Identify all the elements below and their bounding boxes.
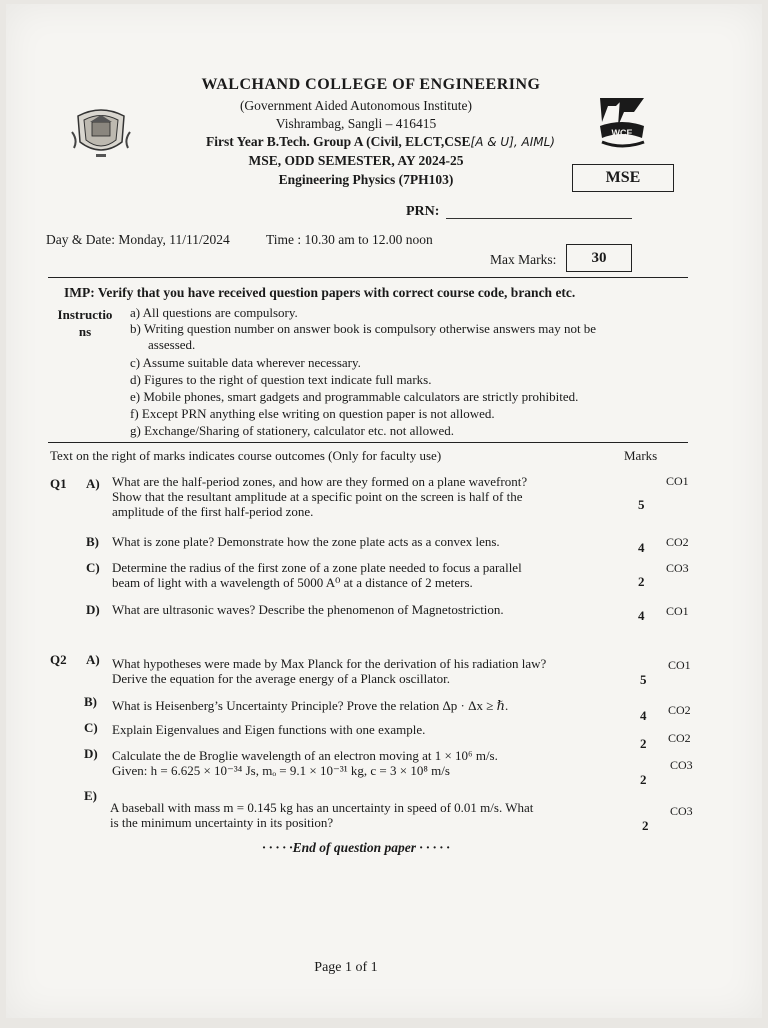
header-divider <box>48 277 688 278</box>
question-line: beam of light with a wavelength of 5000 A⁰ at a distance of 2 meters. <box>112 575 473 590</box>
instructions-label <box>54 306 116 340</box>
course-outcome-note: Text on the right of marks indicates course outcomes (Only for faculty use) <box>50 448 442 463</box>
marks-value: 4 <box>638 608 645 623</box>
course-outcome: CO1 <box>666 474 689 488</box>
instructions-label-line2: ns <box>78 324 92 339</box>
max-marks-box: 30 <box>566 244 632 272</box>
question-line: Show that the resultant amplitude at a specific point on the screen is half of the <box>112 489 523 504</box>
part-label: D) <box>86 602 100 617</box>
question-number: Q2 <box>50 652 67 667</box>
question-line: A baseball with mass m = 0.145 kg has an uncertainty in speed of 0.01 m/s. What <box>110 800 534 815</box>
question-text <box>110 800 533 830</box>
marks-value: 4 <box>638 540 645 555</box>
question-text <box>112 748 498 778</box>
part-label: A) <box>86 652 100 667</box>
wce-logo-icon <box>594 92 650 162</box>
instruction-item: c) Assume suitable data wherever necessary. <box>130 355 361 370</box>
question-line: is the minimum uncertainty in its position? <box>110 815 334 830</box>
program-line <box>206 134 555 150</box>
question-number: Q1 <box>50 476 67 491</box>
marks-value: 2 <box>642 818 649 833</box>
question-text <box>112 656 546 686</box>
important-note: IMP: Verify that you have received question papers with correct course code, branch etc. <box>64 285 576 300</box>
instruction-item: f) Except PRN anything else writing on question paper is not allowed. <box>130 406 495 421</box>
question-text <box>112 560 522 590</box>
college-name: WALCHAND COLLEGE OF ENGINEERING <box>201 76 541 93</box>
question-line: amplitude of the first half-period zone. <box>112 504 314 519</box>
question-line: What is zone plate? Demonstrate how the zone plate acts as a convex lens. <box>112 534 500 549</box>
question-line: Determine the radius of the first zone of a zone plate needed to focus a parallel <box>112 560 522 575</box>
handwritten-annotation: [A & U], AIML) <box>470 135 555 149</box>
exam-title: MSE, ODD SEMESTER, AY 2024-25 <box>248 153 464 168</box>
marks-value: 5 <box>640 672 647 687</box>
table-divider <box>48 442 688 443</box>
question-line: What is Heisenberg’s Uncertainty Principle? Prove the relation Δp · Δx ≥ ℏ. <box>112 698 509 713</box>
question-paper <box>6 4 762 1018</box>
page-number: Page 1 of 1 <box>314 960 378 975</box>
marks-value: 2 <box>640 772 647 787</box>
course-outcome: CO3 <box>670 758 693 772</box>
institute-type: (Government Aided Autonomous Institute) <box>239 98 473 113</box>
course-outcome: CO1 <box>668 658 691 672</box>
program-text: First Year B.Tech. Group A (Civil, ELCT,CSE <box>206 134 471 149</box>
question-line: What hypotheses were made by Max Planck for the derivation of his radiation law? <box>112 656 547 671</box>
marks-value: 2 <box>640 736 647 751</box>
prn-label: PRN: <box>406 204 440 219</box>
instruction-item: e) Mobile phones, smart gadgets and programmable calculators are strictly prohibited. <box>130 389 579 404</box>
course-outcome: CO3 <box>666 561 689 575</box>
part-label: C) <box>86 560 100 575</box>
part-label: B) <box>84 694 97 709</box>
prn-blank-line <box>446 218 632 219</box>
part-label: E) <box>84 788 97 803</box>
instructions-label-line1: Instructio <box>57 307 113 322</box>
question-line: Derive the equation for the average energy of a Planck oscillator. <box>112 671 450 686</box>
instruction-item: g) Exchange/Sharing of stationery, calculator etc. not allowed. <box>130 423 455 438</box>
course-outcome: CO1 <box>666 604 689 618</box>
part-label: C) <box>84 720 98 735</box>
question-text <box>112 474 527 519</box>
end-of-paper: · · · · ·End of question paper · · · · · <box>262 840 450 855</box>
day-date: Day & Date: Monday, 11/11/2024 <box>46 232 230 247</box>
question-line: Given: h = 6.625 × 10⁻³⁴ Js, mₒ = 9.1 × 10⁻³¹ kg, c = 3 × 10⁸ m/s <box>112 763 450 778</box>
part-label: A) <box>86 476 100 491</box>
marks-value: 2 <box>638 574 645 589</box>
course-outcome: CO2 <box>666 535 689 549</box>
max-marks-label: Max Marks: <box>490 252 557 267</box>
marks-header: Marks <box>624 448 658 463</box>
instruction-item: assessed. <box>148 337 196 352</box>
exam-time: Time : 10.30 am to 12.00 noon <box>266 232 433 247</box>
course-outcome: CO3 <box>670 804 693 818</box>
question-line: What are the half-period zones, and how are they formed on a plane wavefront? <box>112 474 528 489</box>
instruction-item: a) All questions are compulsory. <box>130 305 298 320</box>
instruction-item: b) Writing question number on answer book is compulsory otherwise answers may not be <box>130 321 597 336</box>
course-title: Engineering Physics (7PH103) <box>278 172 454 187</box>
instruction-item: d) Figures to the right of question text indicate full marks. <box>130 372 432 387</box>
marks-value: 5 <box>638 497 645 512</box>
marks-value: 4 <box>640 708 647 723</box>
question-line: Explain Eigenvalues and Eigen functions with one example. <box>112 722 426 737</box>
college-address: Vishrambag, Sangli – 416415 <box>275 116 437 131</box>
course-outcome: CO2 <box>668 731 691 745</box>
exam-type-box: MSE <box>572 164 674 192</box>
part-label: D) <box>84 746 98 761</box>
question-line: Calculate the de Broglie wavelength of an electron moving at 1 × 10⁶ m/s. <box>112 748 498 763</box>
wce-logo-text: WCE <box>611 128 633 138</box>
question-line: What are ultrasonic waves? Describe the phenomenon of Magnetostriction. <box>112 602 504 617</box>
part-label: B) <box>86 534 99 549</box>
course-outcome: CO2 <box>668 703 691 717</box>
